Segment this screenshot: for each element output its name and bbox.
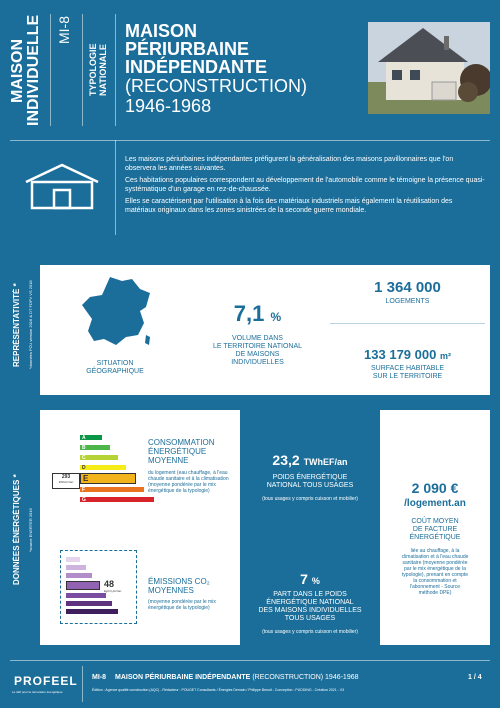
header (0, 0, 500, 140)
percent-box (190, 265, 325, 395)
final-note: (tous usages y compris cuisson et mobilier) (262, 496, 358, 502)
logo: PROFEEL (14, 674, 78, 688)
title-line-2: PÉRIURBAINE (125, 39, 250, 59)
title-block (125, 22, 360, 116)
housing-value: 1 364 000 (374, 279, 441, 296)
dpe-value-box: 293 kWh/m²/an (52, 473, 80, 489)
share-value: 7 % (300, 571, 320, 587)
title-line-1: MAISON (125, 21, 197, 41)
map-box (40, 265, 190, 395)
percent-value: 7,1 % (233, 301, 282, 326)
ges-bar-g (66, 609, 118, 614)
representativity-section (0, 245, 500, 400)
percent-desc: VOLUME DANS LE TERRITOIRE NATIONAL DE MAISONS INDIVIDUELLES (212, 335, 303, 366)
consumption-title: CONSOMMATION ÉNERGÉTIQUE MOYENNE (148, 438, 215, 465)
intro-paragraph-3: Elles se caractérisent par l'utilisation à la fois des matériaux industriels mais également la réutilisation des matériaux originaux dans les zones sinistrées de la seconde guerre mondiale. (125, 198, 453, 214)
ges-bar-b (66, 565, 86, 570)
ges-bar-d (66, 581, 100, 590)
france-map (80, 275, 154, 349)
footer-title: MAISON PÉRIURBAINE INDÉPENDANTE (RECONSTRUCTION) 1946-1968 (115, 674, 359, 681)
ges-box (40, 535, 240, 645)
cost-desc: COÛT MOYEN DE FACTURE ÉNERGÉTIQUE (409, 518, 461, 541)
ges-bar-f (66, 601, 112, 606)
house-icon (22, 162, 102, 212)
code-vertical: MI-8 (56, 16, 72, 44)
map-label: SITUATION GÉOGRAPHIQUE (86, 360, 144, 375)
title-line-3: INDÉPENDANTE (125, 57, 268, 77)
consumption-note: du logement (eau chauffage, à l'eau chaude sanitaire et à la climatisation (moyenne pondérée par le mix énergétique de la typologie) (148, 470, 229, 494)
emissions-title: ÉMISSIONS CO₂ MOYENNES (148, 577, 210, 595)
typology-label: TYPOLOGIE NATIONALE (88, 43, 108, 96)
side-title: MAISON INDIVIDUELLE (9, 14, 42, 126)
dpe-bar-e (80, 473, 136, 484)
housing-label: LOGEMENTS (385, 298, 430, 305)
footer-credits: Édition : Agence qualité construction (AQC) - Rédacteur : POUGET Consultants / Énergies Demain / Philippe Benoit - Conception : PUDDING - Création 2021 - V3 (92, 688, 345, 692)
repr-side-note: *données FCU version 2016 & DT FDPV VS 2018 (28, 280, 33, 370)
house-photo (368, 22, 490, 114)
intro-paragraph-2: Ces habitations populaires correspondent au développement de l'automobile comme le témoigne la présence quasi-systématique d'un garage en rez-de-chaussée. (125, 177, 485, 193)
ges-value: 48 kgCO₂/m²/an (104, 579, 122, 593)
energy-side-note: *source ENERTER 2016 (28, 508, 33, 552)
dpe-bar-d (80, 465, 126, 470)
repr-side-label: REPRÉSENTATIVITÉ * (12, 283, 21, 367)
cost-value: 2 090 € (411, 480, 459, 496)
period: 1946-1968 (125, 96, 212, 116)
cost-note: liée au chauffage, à la climatisation et à l'eau chaude sanitaire (moyenne pondérée par le mix énergétique de la typologie), prenant en compte la consommation et l'abonnement - Source méthode DPE) (401, 548, 469, 596)
energy-side-label: DONNÉES ÉNERGÉTIQUES * (12, 474, 21, 586)
housing-box (325, 265, 490, 395)
emissions-note: (moyenne pondérée par le mix énergétique de la typologie) (148, 599, 216, 611)
share-box (240, 535, 380, 645)
footer-page: 1 / 4 (468, 674, 482, 681)
final-desc: POIDS ÉNERGÉTIQUE NATIONAL TOUS USAGES (266, 474, 354, 489)
final-value: 23,2 TWhEF/an (272, 452, 348, 468)
surface-label: SURFACE HABITABLE SUR LE TERRITOIRE (370, 365, 444, 380)
energy-section (0, 400, 500, 650)
subtitle: (RECONSTRUCTION) (125, 76, 307, 96)
footer-code: MI-8 (92, 674, 106, 681)
ges-bar-a (66, 557, 80, 562)
cost-unit: /logement.an (404, 498, 466, 509)
ges-bar-e (66, 593, 106, 598)
intro-text (125, 156, 485, 215)
dpe-bar-f (80, 487, 144, 492)
dpe-scale: A B C D E F G (80, 435, 170, 505)
intro-section (0, 140, 500, 235)
dpe-box (40, 410, 240, 535)
intro-paragraph-1: Les maisons périurbaines indépendantes préfigurent la généralisation des maisons pavillonnaires que l'on observera les années suivantes. (125, 156, 454, 172)
ges-bar-c (66, 573, 92, 578)
dpe-bar-g (80, 497, 154, 502)
footer (0, 660, 500, 708)
share-desc: PART DANS LE POIDS ÉNERGÉTIQUE NATIONAL DES MAISONS INDIVIDUELLES TOUS USAGES (258, 591, 362, 622)
surface-value: 133 179 000 m² (364, 347, 451, 362)
cost-box (380, 410, 490, 645)
final-energy-box (240, 410, 380, 535)
logo-sub: Le défi pour la rénovation énergétique (12, 690, 63, 694)
share-note: (tous usages y compris cuisson et mobilier) (262, 629, 358, 635)
